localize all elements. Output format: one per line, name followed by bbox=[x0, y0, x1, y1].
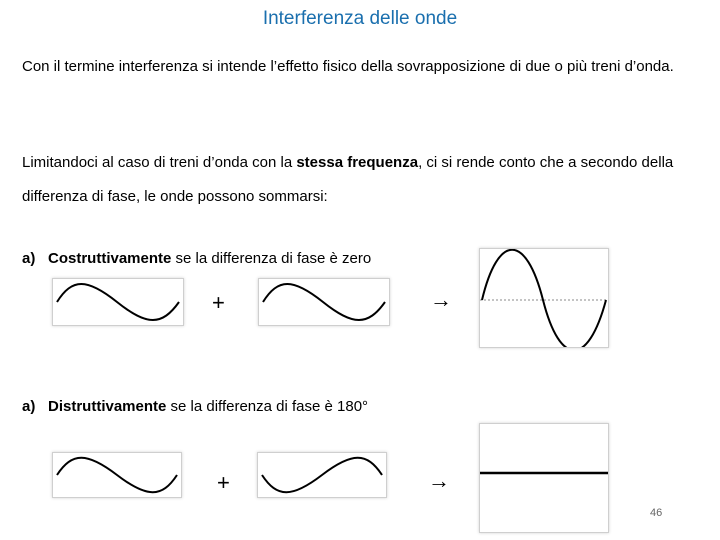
page-number: 46 bbox=[650, 507, 663, 519]
frequency-text-start: Limitandoci al caso di treni d’onda con la bbox=[22, 154, 297, 171]
slide-title: Interferenza delle onde bbox=[262, 8, 458, 29]
item-label: a) bbox=[22, 398, 36, 415]
frequency-paragraph bbox=[22, 146, 702, 214]
constructive-term: Costruttivamente bbox=[48, 250, 172, 267]
sine-wave-1-image bbox=[52, 278, 184, 326]
frequency-text-end: , ci si rende conto che a secondo della differenza di fase, le onde possono sommarsi: bbox=[22, 154, 674, 205]
result-arrow: → bbox=[428, 468, 450, 493]
flat-line-result-image bbox=[479, 423, 609, 533]
inverted-sine-wave-image bbox=[257, 452, 387, 498]
constructive-description: se la differenza di fase è zero bbox=[171, 250, 372, 267]
destructive-term: Distruttivamente bbox=[48, 398, 167, 415]
constructive-result-wave-image bbox=[479, 248, 609, 348]
sine-wave-2-image bbox=[258, 278, 390, 326]
intro-paragraph: Con il termine interferenza si intende l’effetto fisico della sovrapposizione di due o più treni d’onda. bbox=[22, 58, 674, 75]
constructive-item bbox=[22, 250, 371, 267]
destructive-description: se la differenza di fase è 180° bbox=[166, 398, 369, 415]
plus-sign: + bbox=[217, 470, 230, 495]
same-frequency-emphasis: stessa frequenza bbox=[296, 154, 419, 171]
item-label: a) bbox=[22, 250, 36, 267]
sine-wave-3-image bbox=[52, 452, 182, 498]
result-arrow: → bbox=[430, 287, 452, 312]
plus-sign: + bbox=[212, 290, 225, 315]
destructive-item bbox=[22, 398, 368, 415]
